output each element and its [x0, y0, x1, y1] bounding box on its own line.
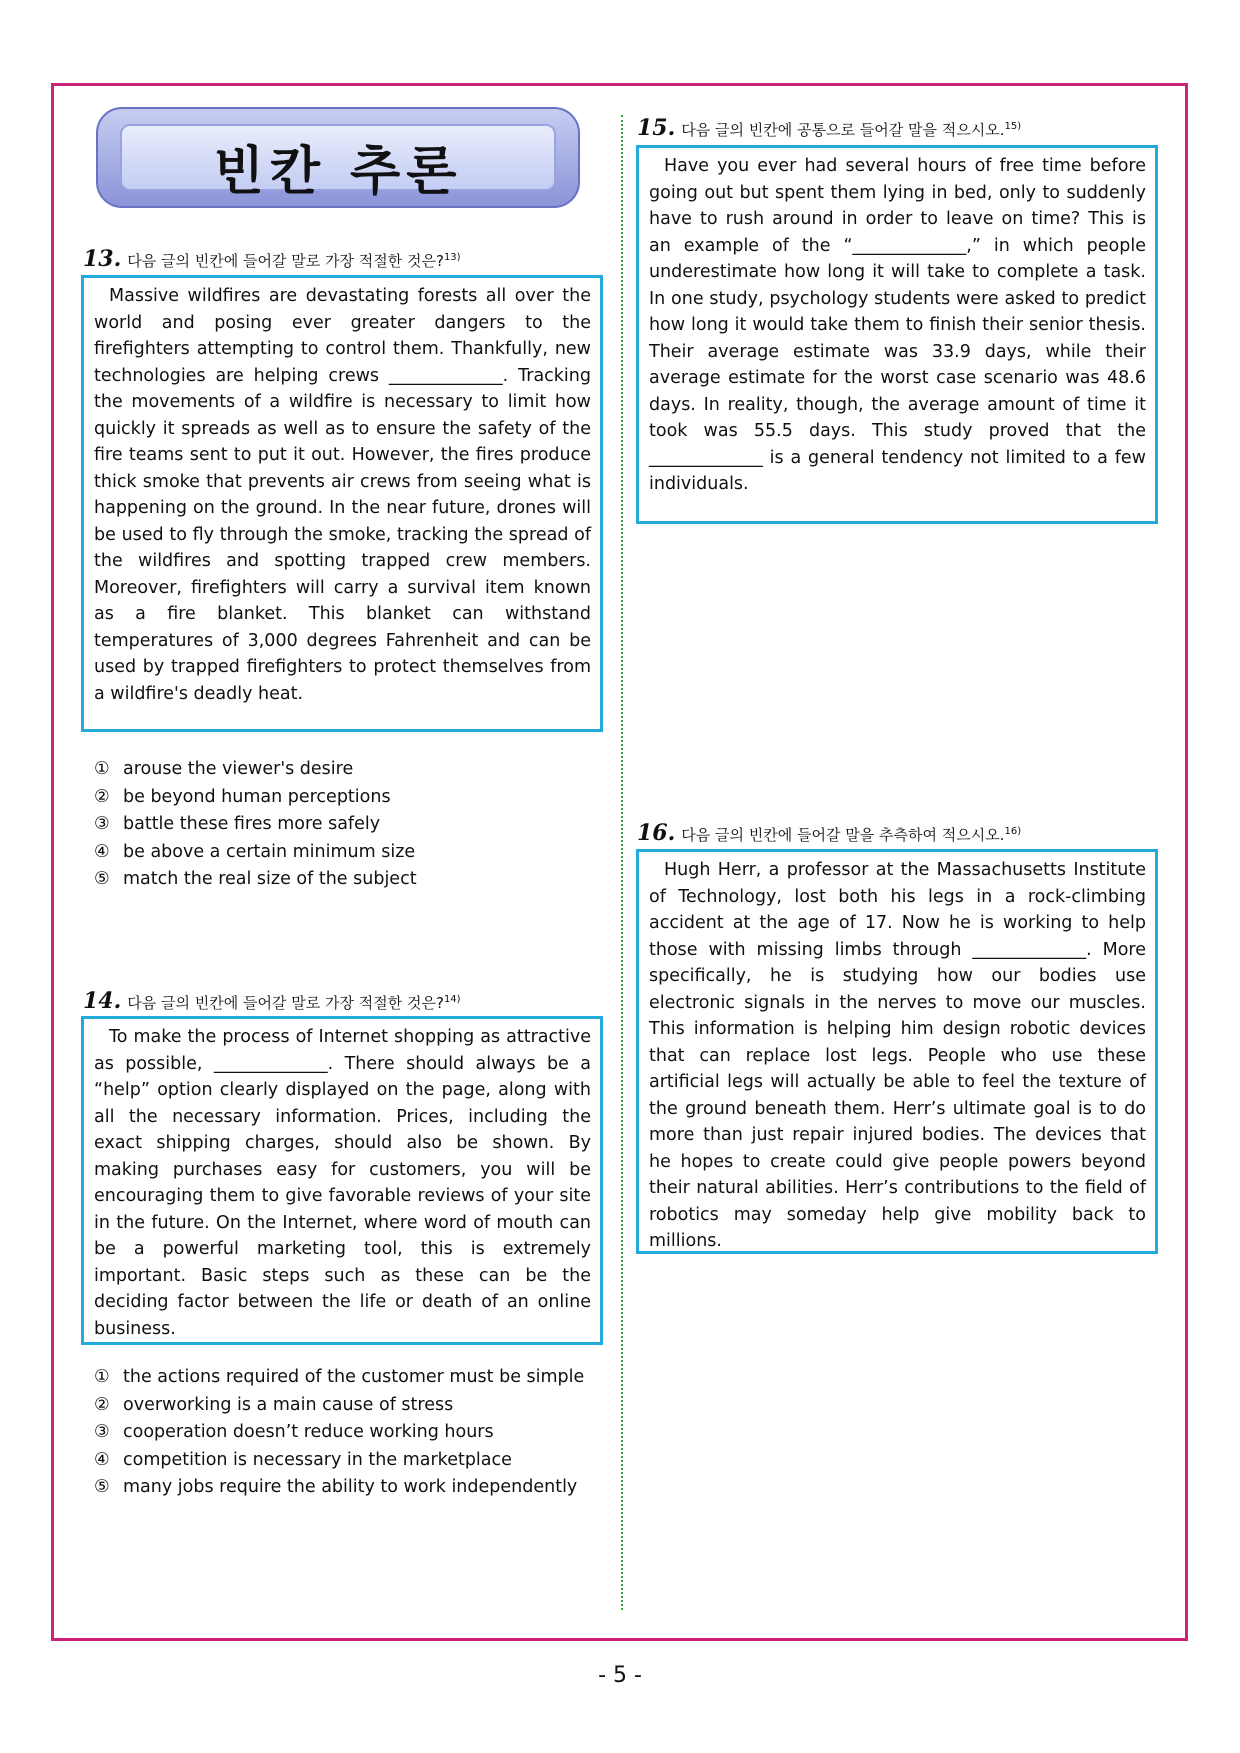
- q15-footnote: 15): [1004, 121, 1022, 132]
- q13-option[interactable]: [94, 866, 604, 894]
- q15-number: 15.: [637, 115, 676, 141]
- q16-prompt: 다음 글의 빈칸에 들어갈 말을 추측하여 적으시오.: [681, 826, 1005, 844]
- option-marker: ③: [94, 1422, 110, 1442]
- q14-option[interactable]: [94, 1364, 604, 1392]
- q15-prompt: 다음 글의 빈칸에 공통으로 들어갈 말을 적으시오.: [681, 121, 1005, 139]
- q14-prompt: 다음 글의 빈칸에 들어갈 말로 가장 적절한 것은?: [127, 994, 444, 1012]
- q16-number: 16.: [637, 820, 676, 846]
- option-marker: ⑤: [94, 1477, 110, 1497]
- page-number: - 5 -: [598, 1663, 642, 1688]
- option-text: the actions required of the customer must be simple: [123, 1367, 585, 1387]
- option-text: competition is necessary in the marketplace: [123, 1449, 512, 1470]
- q13-option[interactable]: [94, 811, 604, 839]
- option-marker: ①: [94, 759, 110, 779]
- q13-options: [94, 756, 604, 894]
- q13-passage: Massive wildfires are devastating forests all over the world and posing ever greater dangers to the firefighters attempting to control them. Thankfully, new technologies are helping crews _____________. Tracking the movements of a wildfire is necessary to limit how quickly it spreads as well as to ensure the safety of the fire teams sent to put it out. However, the fires produce thick smoke that prevents air crews from seeing what is happening on the ground. In the near future, drones will be used to fly through the smoke, tracking the spread of the wildfires and spotting trapped crew members. Moreover, firefighters will carry a survival item known as a fire blanket. This blanket can withstand temperatures of 3,000 degrees Fahrenheit and can be used by trapped firefighters to protect themselves from a wildfire's deadly heat.: [94, 286, 591, 704]
- section-banner: [96, 107, 580, 208]
- q13-heading: [83, 246, 461, 273]
- option-text: cooperation doesn’t reduce working hours: [123, 1422, 494, 1442]
- option-text: overworking is a main cause of stress: [123, 1394, 454, 1415]
- section-banner-inner: [120, 124, 556, 202]
- q14-option[interactable]: [94, 1419, 604, 1447]
- option-text: match the real size of the subject: [123, 869, 417, 889]
- option-marker: ①: [94, 1367, 110, 1387]
- q13-number: 13.: [83, 246, 122, 272]
- option-text: arouse the viewer's desire: [123, 759, 354, 779]
- q16-passage-box: [636, 849, 1158, 1254]
- q15-heading: [637, 115, 1021, 142]
- q15-passage: Have you ever had several hours of free time before going out but spent them lying in bed, only to suddenly have to rush around in order to leave on time? This is an example of the “_____________,” in which people underestimate how long it will take to complete a task. In one study, psychology students were asked to predict how long it would take them to finish their senior thesis. Their average estimate was 33.9 days, while their average estimate for the worst case scenario was 48.6 days. In reality, though, the average amount of time it took was 55.5 days. This study proved that the _____________ is a general tendency not limited to a few individuals.: [649, 156, 1146, 494]
- q16-footnote: 16): [1004, 826, 1022, 837]
- column-divider: [621, 115, 623, 1610]
- q13-passage-box: [81, 275, 603, 732]
- option-marker: ③: [94, 814, 110, 834]
- q14-option[interactable]: [94, 1392, 604, 1420]
- q14-option[interactable]: [94, 1474, 604, 1502]
- section-title: 빈칸 추론: [213, 142, 463, 202]
- q13-prompt: 다음 글의 빈칸에 들어갈 말로 가장 적절한 것은?: [127, 252, 444, 270]
- q14-number: 14.: [83, 988, 122, 1014]
- option-marker: ④: [94, 841, 110, 862]
- q13-option[interactable]: [94, 756, 604, 784]
- q16-heading: [637, 820, 1021, 847]
- q13-option[interactable]: [94, 839, 604, 867]
- option-marker: ④: [94, 1449, 110, 1470]
- q14-passage-box: [81, 1016, 603, 1345]
- q14-heading: [83, 988, 461, 1015]
- option-marker: ②: [94, 786, 110, 807]
- option-text: battle these fires more safely: [123, 814, 381, 834]
- q14-footnote: 14): [443, 994, 461, 1005]
- q13-option[interactable]: [94, 784, 604, 812]
- option-text: be beyond human perceptions: [123, 786, 391, 807]
- q15-passage-box: [636, 145, 1158, 524]
- option-marker: ②: [94, 1394, 110, 1415]
- option-text: many jobs require the ability to work independently: [123, 1477, 578, 1497]
- option-text: be above a certain minimum size: [123, 841, 416, 862]
- q16-passage: Hugh Herr, a professor at the Massachusetts Institute of Technology, lost both his legs in a rock-climbing accident at the age of 17. Now he is working to help those with missing limbs through _____________. More specifically, he is studying how our bodies use electronic signals in the nerves to move our muscles. This information is helping him design robotic devices that can replace lost legs. People who use these artificial legs will actually be able to feel the texture of the ground beneath them. Herr’s ultimate goal is to do more than just repair injured bodies. The devices that he hopes to create could give people powers beyond their natural abilities. Herr’s contributions to the field of robotics may someday help give mobility back to millions.: [649, 860, 1146, 1251]
- q13-footnote: 13): [443, 252, 461, 263]
- q14-passage: To make the process of Internet shopping as attractive as possible, _____________. There should always be a “help” option clearly displayed on the page, along with all the necessary information. Prices, including the exact shipping charges, should also be shown. By making purchases easy for customers, you will be encouraging them to give favorable reviews of your site in the future. On the Internet, where word of mouth can be a powerful marketing tool, this is extremely important. Basic steps such as these can be the deciding factor between the life or death of an online business.: [94, 1027, 591, 1339]
- option-marker: ⑤: [94, 869, 110, 889]
- q14-options: [94, 1364, 604, 1502]
- q14-option[interactable]: [94, 1447, 604, 1475]
